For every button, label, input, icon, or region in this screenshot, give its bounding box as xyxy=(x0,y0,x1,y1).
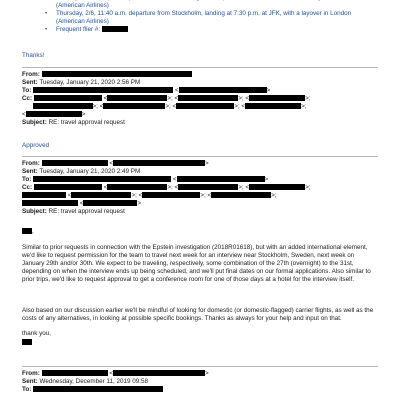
email2-signature xyxy=(22,339,378,347)
email2-body-continued xyxy=(22,307,378,323)
email1-sent-line: Sent: Tuesday, January 21, 2020 2:56 PM xyxy=(22,79,141,86)
email1-subject-line: Subject: RE: travel approval request xyxy=(22,119,125,126)
redaction-bar xyxy=(107,184,167,190)
redaction-bar xyxy=(83,200,137,206)
email1-to-line: To: < > xyxy=(22,87,271,94)
email3-header xyxy=(22,370,378,394)
divider-rule xyxy=(22,156,378,157)
flight-itinerary-list xyxy=(22,0,400,34)
email1-cc-line-3: < > xyxy=(22,111,86,118)
redaction-bar xyxy=(102,26,128,32)
email3-to-line: To: xyxy=(22,386,378,394)
redaction-bar xyxy=(142,192,200,198)
email2-body xyxy=(22,244,378,284)
redaction-bar xyxy=(22,200,78,206)
redaction-bar xyxy=(177,176,265,182)
email1-header xyxy=(22,71,378,127)
itinerary-item-frequent-flier: • Frequent flier #: xyxy=(56,26,400,34)
redaction-bar xyxy=(103,103,165,109)
thanks-text: Thanks! xyxy=(22,52,45,59)
email3-from-line: From: < > xyxy=(22,370,209,377)
redaction-bar xyxy=(249,95,305,101)
divider-rule xyxy=(22,366,378,367)
email2-sent-line: Sent: Tuesday, January 21, 2020 2:49 PM xyxy=(22,168,141,175)
redaction-bar xyxy=(22,192,66,198)
email2-to-line: To: < > xyxy=(22,176,269,183)
email1-from-line: From: xyxy=(22,71,378,79)
redaction-bar xyxy=(178,95,238,101)
email2-salutation: , xyxy=(22,228,378,236)
redaction-bar xyxy=(176,103,234,109)
redaction-bar xyxy=(33,176,171,182)
email2-cc-line-2: < >; < >; < >; xyxy=(22,192,378,200)
redaction-bar xyxy=(42,160,108,166)
email2-paragraph-2: Also based on our discussion earlier we'll be mindful of looking for domestic (or domestic-flagged) carrier flights, as well as the costs of any alternatives, in looking at possible specific bookings. Thanks as always for your help and input on that. xyxy=(22,307,374,322)
itinerary-item-return-airline: (American Airlines) xyxy=(56,18,109,25)
divider-rule xyxy=(22,67,378,68)
redaction-bar xyxy=(113,160,205,166)
email2-cc-line-3: < > xyxy=(22,200,378,208)
redaction-bar xyxy=(33,386,163,392)
redaction-bar xyxy=(42,71,192,77)
redaction-bar xyxy=(34,184,102,190)
email2-cc-line: Cc: < >; < >; < >; xyxy=(22,184,311,191)
redaction-bar xyxy=(33,103,93,109)
redaction-bar xyxy=(249,184,305,190)
redaction-bar xyxy=(42,370,108,376)
email2-signoff: thank you, xyxy=(22,330,52,337)
email1-cc-line-2: >; < >; < >; < >; xyxy=(22,103,378,111)
email1-body: Approved xyxy=(22,142,49,149)
email2-subject-line: Subject: RE: travel approval request xyxy=(22,208,125,215)
itinerary-item-return: • Thursday, 2/6, 11:40 a.m. departure from Stockholm, landing at 7:30 p.m. at JFK, with a layover in London xyxy=(56,10,400,18)
redaction-bar xyxy=(245,103,301,109)
redaction-bar xyxy=(22,339,32,345)
redaction-bar xyxy=(113,370,205,376)
redaction-bar xyxy=(178,184,238,190)
redaction-bar xyxy=(107,95,167,101)
redaction-bar xyxy=(211,192,271,198)
email3-sent-line: Sent: Wednesday, December 11, 2019 09:58 xyxy=(22,378,149,385)
email2-paragraph-1: Similar to prior requests in connection with the Epstein investigation (2018R01618), but with an added international element, we'd like to request permission for the team to travel next week for an interview near Stockholm, Sweden, next week on January 29th and/or 30th. We expect to be traveling, respectively, some combination of the 27th (overnight) to the 31st, depending on when the interview ends up being scheduled, and we'll put final dates on our formal applications. Also similar to prior trips, we'd like to request approval to get a conference room for one of those days at a hotel for the interview itself. xyxy=(22,244,371,283)
redaction-bar xyxy=(26,111,82,117)
itinerary-item-outbound-airline: (American Airlines) xyxy=(56,2,109,9)
email2-from-line: From: < > xyxy=(22,160,209,167)
redaction-bar xyxy=(22,228,32,234)
email1-cc-line: Cc: < >; < >; < >; xyxy=(22,95,311,102)
redaction-bar xyxy=(34,95,102,101)
redaction-bar xyxy=(179,87,267,93)
redaction-bar xyxy=(33,87,173,93)
email2-header xyxy=(22,160,378,216)
redaction-bar xyxy=(71,192,131,198)
